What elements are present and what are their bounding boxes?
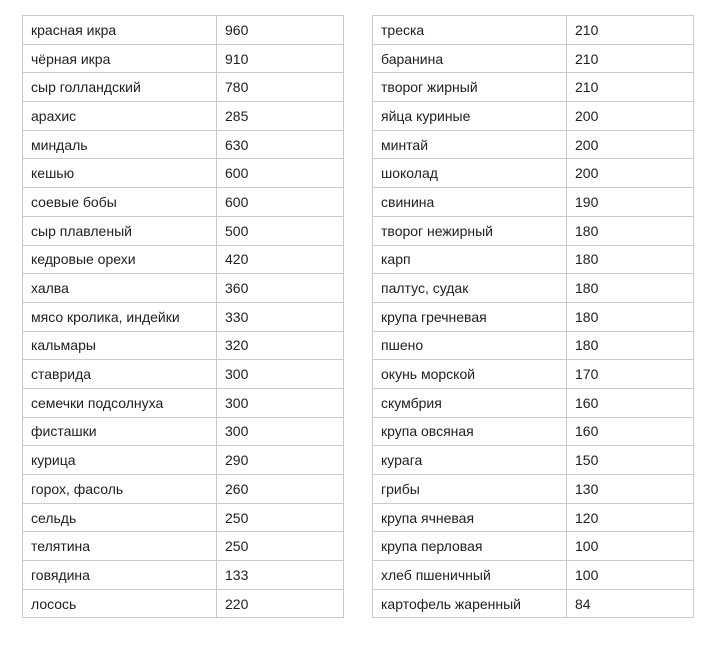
product-name-cell: кедровые орехи	[23, 245, 217, 274]
table-row	[373, 216, 694, 245]
value-cell: 360	[217, 274, 344, 303]
product-name-cell: арахис	[23, 102, 217, 131]
value-cell: 600	[217, 188, 344, 217]
product-name-cell: яйца куриные	[373, 102, 567, 131]
value-cell: 260	[217, 475, 344, 504]
table-row	[23, 274, 344, 303]
table-row	[373, 245, 694, 274]
table-row	[373, 475, 694, 504]
table-row	[373, 360, 694, 389]
product-name-cell: крупа овсяная	[373, 417, 567, 446]
table-row	[373, 188, 694, 217]
product-name-cell: чёрная икра	[23, 44, 217, 73]
table-row	[23, 360, 344, 389]
product-name-cell: мясо кролика, индейки	[23, 302, 217, 331]
table-row	[23, 589, 344, 618]
product-name-cell: соевые бобы	[23, 188, 217, 217]
product-name-cell: картофель жаренный	[373, 589, 567, 618]
product-name-cell: крупа гречневая	[373, 302, 567, 331]
right-table	[372, 15, 694, 618]
value-cell: 190	[567, 188, 694, 217]
product-name-cell: крупа перловая	[373, 532, 567, 561]
value-cell: 180	[567, 274, 694, 303]
value-cell: 180	[567, 216, 694, 245]
left-table-body	[23, 16, 344, 618]
table-row	[23, 102, 344, 131]
value-cell: 180	[567, 331, 694, 360]
table-row	[23, 44, 344, 73]
value-cell: 200	[567, 130, 694, 159]
product-name-cell: крупа ячневая	[373, 503, 567, 532]
table-row	[23, 475, 344, 504]
table-row	[373, 532, 694, 561]
value-cell: 250	[217, 503, 344, 532]
value-cell: 120	[567, 503, 694, 532]
table-row	[373, 16, 694, 45]
value-cell: 220	[217, 589, 344, 618]
product-name-cell: карп	[373, 245, 567, 274]
product-name-cell: красная икра	[23, 16, 217, 45]
value-cell: 210	[567, 16, 694, 45]
table-row	[23, 130, 344, 159]
value-cell: 285	[217, 102, 344, 131]
table-row	[23, 388, 344, 417]
table-row	[373, 73, 694, 102]
table-row	[23, 73, 344, 102]
value-cell: 210	[567, 44, 694, 73]
product-name-cell: творог нежирный	[373, 216, 567, 245]
product-name-cell: халва	[23, 274, 217, 303]
value-cell: 420	[217, 245, 344, 274]
table-row	[373, 446, 694, 475]
value-cell: 210	[567, 73, 694, 102]
product-name-cell: курица	[23, 446, 217, 475]
product-name-cell: треска	[373, 16, 567, 45]
table-row	[23, 503, 344, 532]
right-table-body	[373, 16, 694, 618]
value-cell: 300	[217, 360, 344, 389]
value-cell: 84	[567, 589, 694, 618]
table-row	[23, 159, 344, 188]
product-name-cell: сыр плавленый	[23, 216, 217, 245]
table-row	[23, 16, 344, 45]
product-name-cell: баранина	[373, 44, 567, 73]
product-name-cell: семечки подсолнуха	[23, 388, 217, 417]
value-cell: 780	[217, 73, 344, 102]
product-name-cell: говядина	[23, 561, 217, 590]
product-name-cell: свинина	[373, 188, 567, 217]
product-name-cell: сыр голландский	[23, 73, 217, 102]
table-row	[23, 188, 344, 217]
product-name-cell: грибы	[373, 475, 567, 504]
value-cell: 630	[217, 130, 344, 159]
product-name-cell: скумбрия	[373, 388, 567, 417]
value-cell: 170	[567, 360, 694, 389]
value-cell: 100	[567, 532, 694, 561]
product-name-cell: хлеб пшеничный	[373, 561, 567, 590]
table-row	[373, 130, 694, 159]
value-cell: 100	[567, 561, 694, 590]
table-row	[373, 302, 694, 331]
value-cell: 300	[217, 417, 344, 446]
value-cell: 180	[567, 245, 694, 274]
product-name-cell: шоколад	[373, 159, 567, 188]
table-row	[373, 561, 694, 590]
value-cell: 160	[567, 417, 694, 446]
value-cell: 130	[567, 475, 694, 504]
product-name-cell: телятина	[23, 532, 217, 561]
table-row	[23, 245, 344, 274]
table-row	[23, 216, 344, 245]
table-row	[373, 503, 694, 532]
table-row	[23, 331, 344, 360]
product-name-cell: ставрида	[23, 360, 217, 389]
table-row	[23, 446, 344, 475]
product-name-cell: горох, фасоль	[23, 475, 217, 504]
product-name-cell: лосось	[23, 589, 217, 618]
product-name-cell: курага	[373, 446, 567, 475]
left-table	[22, 15, 344, 618]
value-cell: 200	[567, 102, 694, 131]
value-cell: 180	[567, 302, 694, 331]
value-cell: 160	[567, 388, 694, 417]
table-row	[23, 532, 344, 561]
product-name-cell: окунь морской	[373, 360, 567, 389]
product-name-cell: минтай	[373, 130, 567, 159]
product-name-cell: кешью	[23, 159, 217, 188]
value-cell: 290	[217, 446, 344, 475]
table-row	[23, 302, 344, 331]
product-name-cell: фисташки	[23, 417, 217, 446]
value-cell: 300	[217, 388, 344, 417]
table-row	[373, 159, 694, 188]
product-name-cell: миндаль	[23, 130, 217, 159]
table-row	[373, 331, 694, 360]
value-cell: 320	[217, 331, 344, 360]
table-row	[373, 388, 694, 417]
value-cell: 150	[567, 446, 694, 475]
table-row	[373, 102, 694, 131]
table-row	[373, 274, 694, 303]
product-name-cell: палтус, судак	[373, 274, 567, 303]
table-row	[23, 561, 344, 590]
product-name-cell: кальмары	[23, 331, 217, 360]
value-cell: 200	[567, 159, 694, 188]
product-name-cell: сельдь	[23, 503, 217, 532]
table-row	[373, 417, 694, 446]
value-cell: 330	[217, 302, 344, 331]
table-row	[23, 417, 344, 446]
value-cell: 133	[217, 561, 344, 590]
table-row	[373, 589, 694, 618]
product-name-cell: творог жирный	[373, 73, 567, 102]
table-row	[373, 44, 694, 73]
value-cell: 500	[217, 216, 344, 245]
value-cell: 600	[217, 159, 344, 188]
product-name-cell: пшено	[373, 331, 567, 360]
value-cell: 960	[217, 16, 344, 45]
value-cell: 250	[217, 532, 344, 561]
value-cell: 910	[217, 44, 344, 73]
